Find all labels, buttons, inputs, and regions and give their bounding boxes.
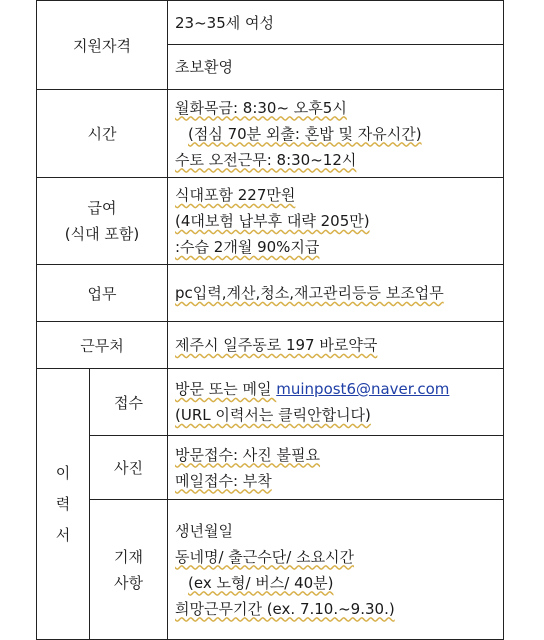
photo-visit-text: 방문접수: 사진 불필요 — [175, 445, 321, 464]
resume-label-char-1: 이 — [55, 463, 71, 482]
hours-row — [37, 90, 504, 178]
submission-label-text: 접수 — [114, 393, 143, 412]
photo-email-text: 메일접수: 부착 — [175, 471, 272, 490]
qualification-row — [37, 1, 504, 45]
resume-label — [37, 369, 90, 640]
details-period: 희망근무기간 (ex. 7.10.~9.30.) — [175, 599, 395, 618]
details-example: (ex 노형/ 버스/ 40분) — [188, 573, 334, 592]
duties-label — [37, 265, 168, 322]
salary-value — [168, 178, 504, 265]
experience-requirement-text: 초보환영 — [175, 58, 233, 76]
photo-label — [90, 436, 168, 500]
hours-label — [37, 90, 168, 178]
photo-value — [168, 436, 504, 500]
details-label-text-1: 기재 — [114, 547, 143, 566]
resume-photo-row — [37, 436, 504, 500]
salary-row — [37, 178, 504, 265]
duties-text: pc입력,계산,청소,재고관리등등 보조업무 — [175, 284, 444, 302]
hours-line-weekend: 수토 오전근무: 8:30~12시 — [175, 150, 357, 169]
age-requirement — [168, 1, 504, 45]
workplace-row — [37, 322, 504, 369]
hours-line-lunch: (점심 70분 외출: 혼밥 및 자유시간) — [188, 124, 422, 143]
resume-submission-row — [37, 369, 504, 436]
resume-label-char-2: 력 — [55, 494, 71, 513]
salary-line-probation: :수습 2개월 90%지급 — [175, 238, 320, 256]
salary-label — [37, 178, 168, 265]
email-link[interactable]: muinpost6@naver.com — [276, 380, 450, 398]
resume-label-char-3: 서 — [55, 525, 71, 544]
submission-label — [90, 369, 168, 436]
qualification-label-text: 지원자격 — [73, 36, 131, 55]
details-commute: 동네명/ 출근수단/ 소요시간 — [175, 547, 355, 566]
experience-requirement — [168, 45, 504, 90]
details-label-text-2: 사항 — [114, 573, 143, 592]
details-value — [168, 500, 504, 640]
details-birthdate: 생년월일 — [175, 521, 233, 540]
qualification-label — [37, 1, 168, 90]
photo-label-text: 사진 — [114, 459, 143, 477]
submission-method-text: 방문 또는 메일 — [175, 380, 277, 398]
hours-line-weekday: 월화목금: 8:30~ 오후5시 — [175, 98, 347, 117]
duties-row — [37, 265, 504, 322]
salary-line-total: 식대포함 227만원 — [175, 186, 296, 204]
hours-label-text: 시간 — [87, 125, 117, 143]
salary-line-net: (4대보험 납부후 대략 205만) — [175, 212, 370, 230]
hours-value — [168, 90, 504, 178]
submission-value — [168, 369, 504, 436]
age-requirement-text: 23~35세 여성 — [175, 13, 274, 32]
workplace-label — [37, 322, 168, 369]
workplace-label-text: 근무처 — [80, 336, 124, 355]
workplace-value — [168, 322, 504, 369]
job-posting-table — [36, 0, 504, 640]
salary-label-text: 급여 — [87, 199, 117, 217]
duties-label-text: 업무 — [87, 284, 117, 303]
duties-value — [168, 265, 504, 322]
submission-note: (URL 이력서는 클릭안합니다) — [175, 406, 371, 424]
resume-details-row — [37, 500, 504, 640]
salary-label-note: (식대 포함) — [64, 225, 140, 243]
workplace-text: 제주시 일주동로 197 바로약국 — [175, 336, 378, 354]
details-label — [90, 500, 168, 640]
